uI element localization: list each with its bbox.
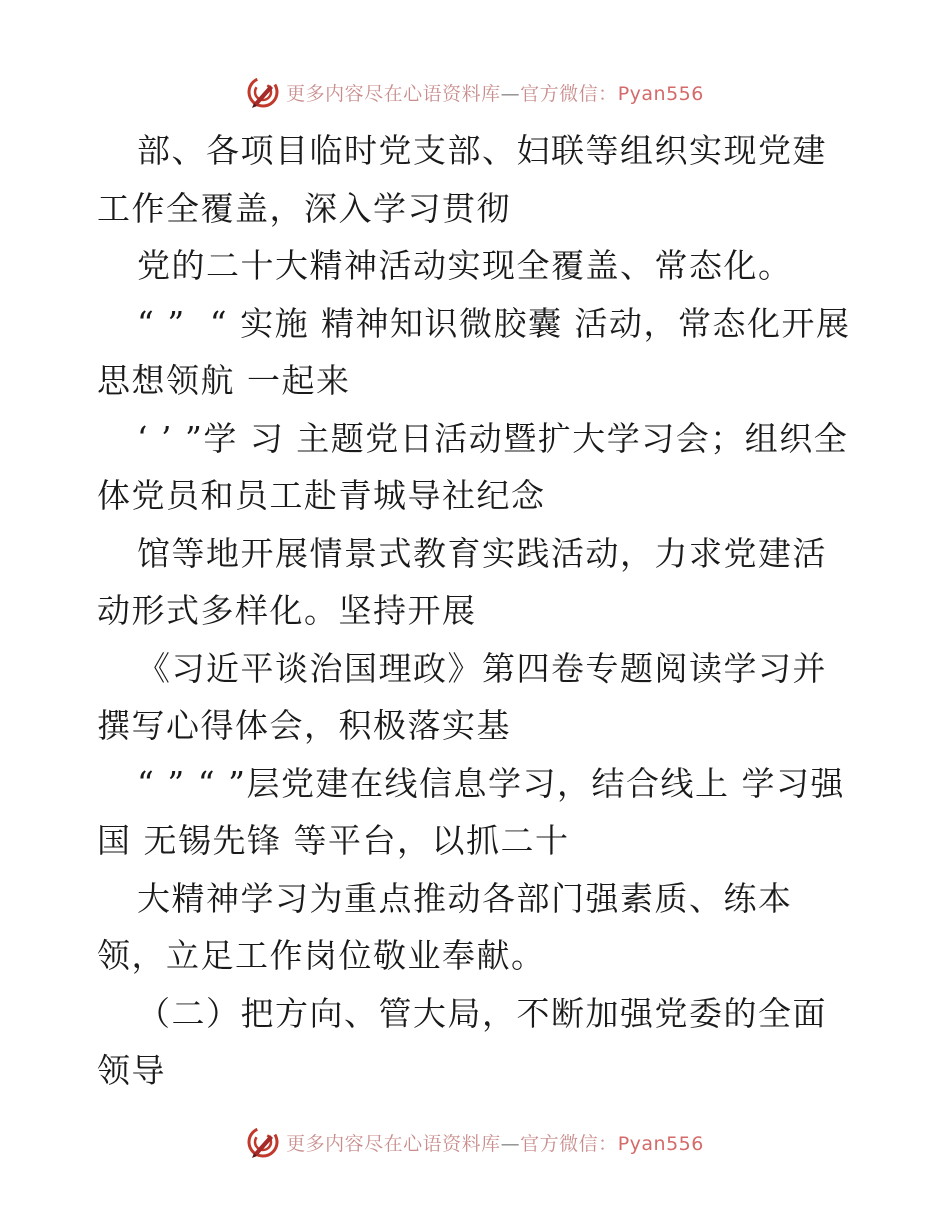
watermark-suffix-text: 官方微信： xyxy=(520,1132,618,1155)
watermark-wechat-id: Pyan556 xyxy=(617,1132,704,1155)
watermark-main-text: 更多内容尽在心语资料库 xyxy=(286,1132,501,1155)
paragraph-2: 党的二十大精神活动实现全覆盖、常态化。 xyxy=(137,246,793,285)
paragraph-1: 部、各项目临时党支部、妇联等组织实现党建工作全覆盖，深入学习贯彻 xyxy=(97,131,827,228)
watermark-dash: — xyxy=(500,82,521,105)
paragraph-8: 大精神学习为重点推动各部门强素质、练本领，立足工作岗位敬业奉献。 xyxy=(97,878,793,975)
watermark-suffix-text: 官方微信： xyxy=(520,82,618,105)
watermark-dash: — xyxy=(500,1132,521,1155)
red-pen-swirl-logo xyxy=(246,1125,280,1159)
paragraph-4: ‘ ’ ”学 习 主题党日活动暨扩大学习会；组织全体党员和员工赴青城导社纪念 xyxy=(97,418,849,515)
section-heading-2: （二）把方向、管大局，不断加强党委的全面领导 xyxy=(97,993,827,1090)
paragraph-3: “ ” “ 实施 精神知识微胶囊 活动，常态化开展 思想领航 一起来 xyxy=(97,303,863,400)
footer-watermark xyxy=(0,1122,950,1162)
paragraph-6: 《习近平谈治国理政》第四卷专题阅读学习并撰写心得体会，积极落实基 xyxy=(97,648,827,745)
header-watermark xyxy=(0,72,950,112)
paragraph-7: “ ” “ ”层党建在线信息学习，结合线上 学习强国 无锡先锋 等平台，以抓二十 xyxy=(97,763,845,860)
red-pen-swirl-logo xyxy=(246,75,280,109)
watermark-wechat-id: Pyan556 xyxy=(617,82,704,105)
document-body xyxy=(97,122,863,1100)
watermark-main-text: 更多内容尽在心语资料库 xyxy=(286,82,501,105)
paragraph-5: 馆等地开展情景式教育实践活动，力求党建活动形式多样化。坚持开展 xyxy=(97,533,827,630)
